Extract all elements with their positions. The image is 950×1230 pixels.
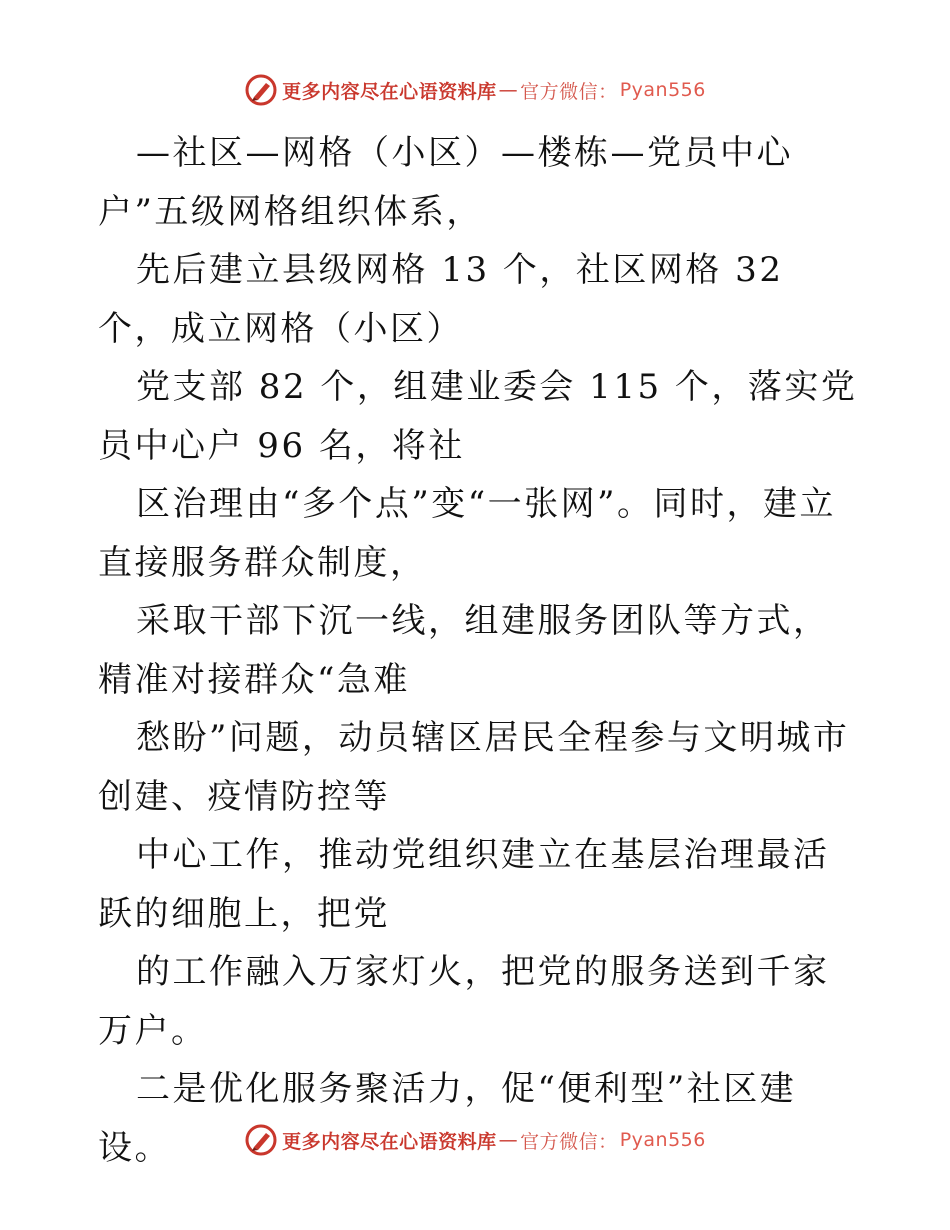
watermark-separator: — — [498, 79, 519, 101]
watermark-account: Pyan556 — [619, 1129, 706, 1151]
paragraph: 愁盼”问题，动员辖区居民全程参与文明城市创建、疫情防控等 — [98, 718, 850, 817]
paragraph: 的工作融入万家灯火，把党的服务送到千家万户。 — [98, 952, 830, 1051]
paragraph: 二是优化服务聚活力，促“便利型”社区建设。 — [98, 1069, 797, 1168]
watermark-separator: — — [498, 1129, 519, 1151]
document-body — [98, 124, 858, 1177]
watermark-official-label: 官方微信： — [520, 1130, 618, 1153]
footer-watermark — [0, 1120, 950, 1160]
header-watermark — [0, 70, 950, 110]
paragraph: 采取干部下沉一线，组建服务团队等方式，精准对接群众“急难 — [98, 601, 830, 700]
watermark-official-label: 官方微信： — [520, 80, 618, 103]
paragraph: 先后建立县级网格 13 个，社区网格 32 个，成立网格（小区） — [98, 250, 784, 349]
watermark-account: Pyan556 — [619, 79, 706, 101]
pen-logo-icon — [244, 1123, 278, 1157]
pen-logo-icon — [244, 73, 278, 107]
watermark-site-name: 更多内容尽在心语资料库 — [282, 1130, 497, 1153]
paragraph: 党支部 82 个，组建业委会 115 个，落实党员中心户 96 名，将社 — [98, 367, 858, 466]
paragraph: —社区—网格（小区）—楼栋—党员中心户”五级网格组织体系， — [98, 133, 793, 232]
paragraph: 中心工作，推动党组织建立在基层治理最活跃的细胞上，把党 — [98, 835, 830, 934]
paragraph: 区治理由“多个点”变“一张网”。同时，建立直接服务群众制度， — [98, 484, 837, 583]
watermark-site-name: 更多内容尽在心语资料库 — [282, 80, 497, 103]
